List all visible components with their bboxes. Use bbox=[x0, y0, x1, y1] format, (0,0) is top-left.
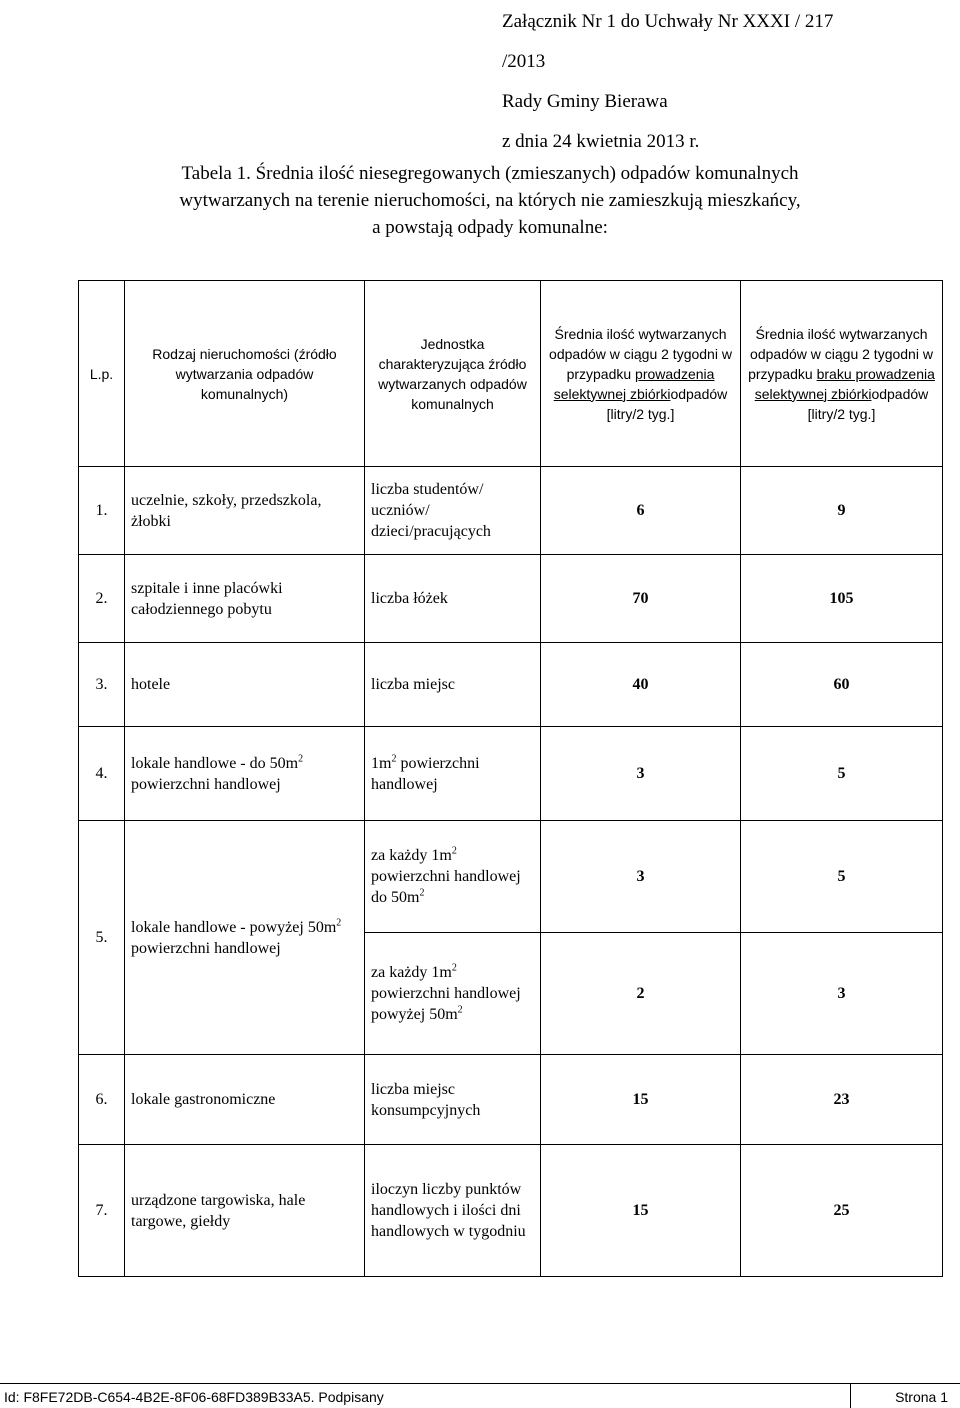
row-unit: liczba studentów/ uczniów/ dzieci/pracujących bbox=[365, 467, 541, 555]
attachment-header bbox=[502, 2, 942, 162]
row-type: uczelnie, szkoły, przedszkola, żłobki bbox=[125, 467, 365, 555]
table-row bbox=[79, 555, 943, 643]
row-type-text: powierzchni handlowej bbox=[131, 939, 281, 957]
header-unit: Jednostka charakteryzująca źródło wytwarzanych odpadów komunalnych bbox=[365, 281, 541, 467]
table-row bbox=[79, 727, 943, 821]
row-type-text: powierzchni handlowej bbox=[131, 775, 281, 793]
row-selective-value: 3 bbox=[541, 727, 741, 821]
attachment-line: /2013 bbox=[502, 51, 546, 72]
row-unit bbox=[365, 727, 541, 821]
header-selective bbox=[541, 281, 741, 467]
row-unit-text: za każdy 1m bbox=[371, 847, 452, 864]
superscript: 2 bbox=[336, 917, 342, 929]
table-row bbox=[79, 1055, 943, 1145]
row-nonselective-value: 105 bbox=[741, 555, 943, 643]
header-nonselective-underlined: braku prowadzenia selektywnej zbiórki bbox=[754, 365, 935, 402]
row-selective-value: 40 bbox=[541, 643, 741, 727]
row-lp: 1. bbox=[79, 467, 125, 555]
table-row bbox=[79, 643, 943, 727]
superscript: 2 bbox=[298, 753, 304, 765]
page-footer bbox=[0, 1383, 960, 1407]
superscript: 2 bbox=[451, 962, 457, 974]
row-unit-text: powierzchni handlowej do 50m bbox=[371, 868, 521, 906]
header-nonselective-pre: Średnia ilość wytwarzanych odpadów w ciągu 2 tygodni w przypadku bbox=[748, 325, 933, 382]
waste-table bbox=[78, 280, 943, 1277]
row-selective-value: 15 bbox=[541, 1055, 741, 1145]
row-type bbox=[125, 821, 365, 1055]
header-nonselective bbox=[741, 281, 943, 467]
row-type bbox=[125, 727, 365, 821]
attachment-line: Załącznik Nr 1 do Uchwały Nr XXXI / 217 bbox=[502, 11, 834, 32]
row-lp: 7. bbox=[79, 1145, 125, 1277]
row-type: lokale gastronomiczne bbox=[125, 1055, 365, 1145]
row-selective-value: 3 bbox=[541, 821, 741, 933]
row-selective-value: 70 bbox=[541, 555, 741, 643]
superscript: 2 bbox=[391, 753, 397, 765]
header-type: Rodzaj nieruchomości (źródło wytwarzania odpadów komunalnych) bbox=[125, 281, 365, 467]
row-nonselective-value: 5 bbox=[741, 727, 943, 821]
row-nonselective-value: 3 bbox=[741, 933, 943, 1055]
row-selective-value: 15 bbox=[541, 1145, 741, 1277]
row-type: hotele bbox=[125, 643, 365, 727]
row-unit: liczba miejsc bbox=[365, 643, 541, 727]
row-selective-value: 6 bbox=[541, 467, 741, 555]
header-selective-pre: Średnia ilość wytwarzanych odpadów w ciągu 2 tygodni w przypadku bbox=[549, 325, 732, 382]
row-unit: liczba łóżek bbox=[365, 555, 541, 643]
row-nonselective-value: 9 bbox=[741, 467, 943, 555]
row-selective-value: 2 bbox=[541, 933, 741, 1055]
header-selective-underlined: prowadzenia selektywnej zbiórki bbox=[553, 365, 715, 402]
table-title bbox=[100, 160, 880, 241]
header-lp: L.p. bbox=[79, 281, 125, 467]
table-row bbox=[79, 467, 943, 555]
document-id: Id: F8FE72DB-C654-4B2E-8F06-68FD389B33A5. Podpisany bbox=[4, 1389, 384, 1405]
table-row bbox=[79, 1145, 943, 1277]
row-nonselective-value: 60 bbox=[741, 643, 943, 727]
table-header-row bbox=[79, 281, 943, 467]
row-unit-text: powierzchni handlowej bbox=[371, 754, 480, 793]
row-type-text: lokale handlowe - do 50m bbox=[131, 754, 299, 772]
row-unit-text: powierzchni handlowej powyżej 50m bbox=[371, 985, 521, 1023]
row-lp: 3. bbox=[79, 643, 125, 727]
row-lp: 2. bbox=[79, 555, 125, 643]
row-nonselective-value: 23 bbox=[741, 1055, 943, 1145]
header-selective-post: odpadów [litry/2 tyg.] bbox=[606, 385, 728, 422]
row-nonselective-value: 25 bbox=[741, 1145, 943, 1277]
attachment-line: z dnia 24 kwietnia 2013 r. bbox=[502, 131, 700, 152]
row-unit: iloczyn liczby punktów handlowych i ilości dni handlowych w tygodniu bbox=[365, 1145, 541, 1277]
row-nonselective-value: 5 bbox=[741, 821, 943, 933]
row-type: szpitale i inne placówki całodziennego pobytu bbox=[125, 555, 365, 643]
title-line: wytwarzanych na terenie nieruchomości, na których nie zamieszkują mieszkańcy, bbox=[179, 190, 801, 211]
row-lp: 4. bbox=[79, 727, 125, 821]
title-line: a powstają odpady komunalne: bbox=[372, 217, 608, 238]
attachment-line: Rady Gminy Bierawa bbox=[502, 91, 668, 112]
row-lp: 6. bbox=[79, 1055, 125, 1145]
row-unit: liczba miejsc konsumpcyjnych bbox=[365, 1055, 541, 1145]
title-line: Tabela 1. Średnia ilość niesegregowanych (zmieszanych) odpadów komunalnych bbox=[181, 163, 799, 184]
row-unit bbox=[365, 821, 541, 933]
table-row bbox=[79, 821, 943, 933]
row-type-text: lokale handlowe - powyżej 50m bbox=[131, 918, 337, 936]
row-unit bbox=[365, 933, 541, 1055]
superscript: 2 bbox=[419, 887, 425, 899]
superscript: 2 bbox=[457, 1004, 463, 1016]
row-type: urządzone targowiska, hale targowe, giełdy bbox=[125, 1145, 365, 1277]
page-number: Strona 1 bbox=[895, 1389, 948, 1405]
row-unit-text: 1m bbox=[371, 754, 392, 772]
header-nonselective-post: odpadów [litry/2 tyg.] bbox=[807, 385, 929, 422]
footer-divider bbox=[850, 1384, 851, 1408]
row-unit-text: za każdy 1m bbox=[371, 964, 452, 981]
row-lp: 5. bbox=[79, 821, 125, 1055]
superscript: 2 bbox=[451, 845, 457, 857]
